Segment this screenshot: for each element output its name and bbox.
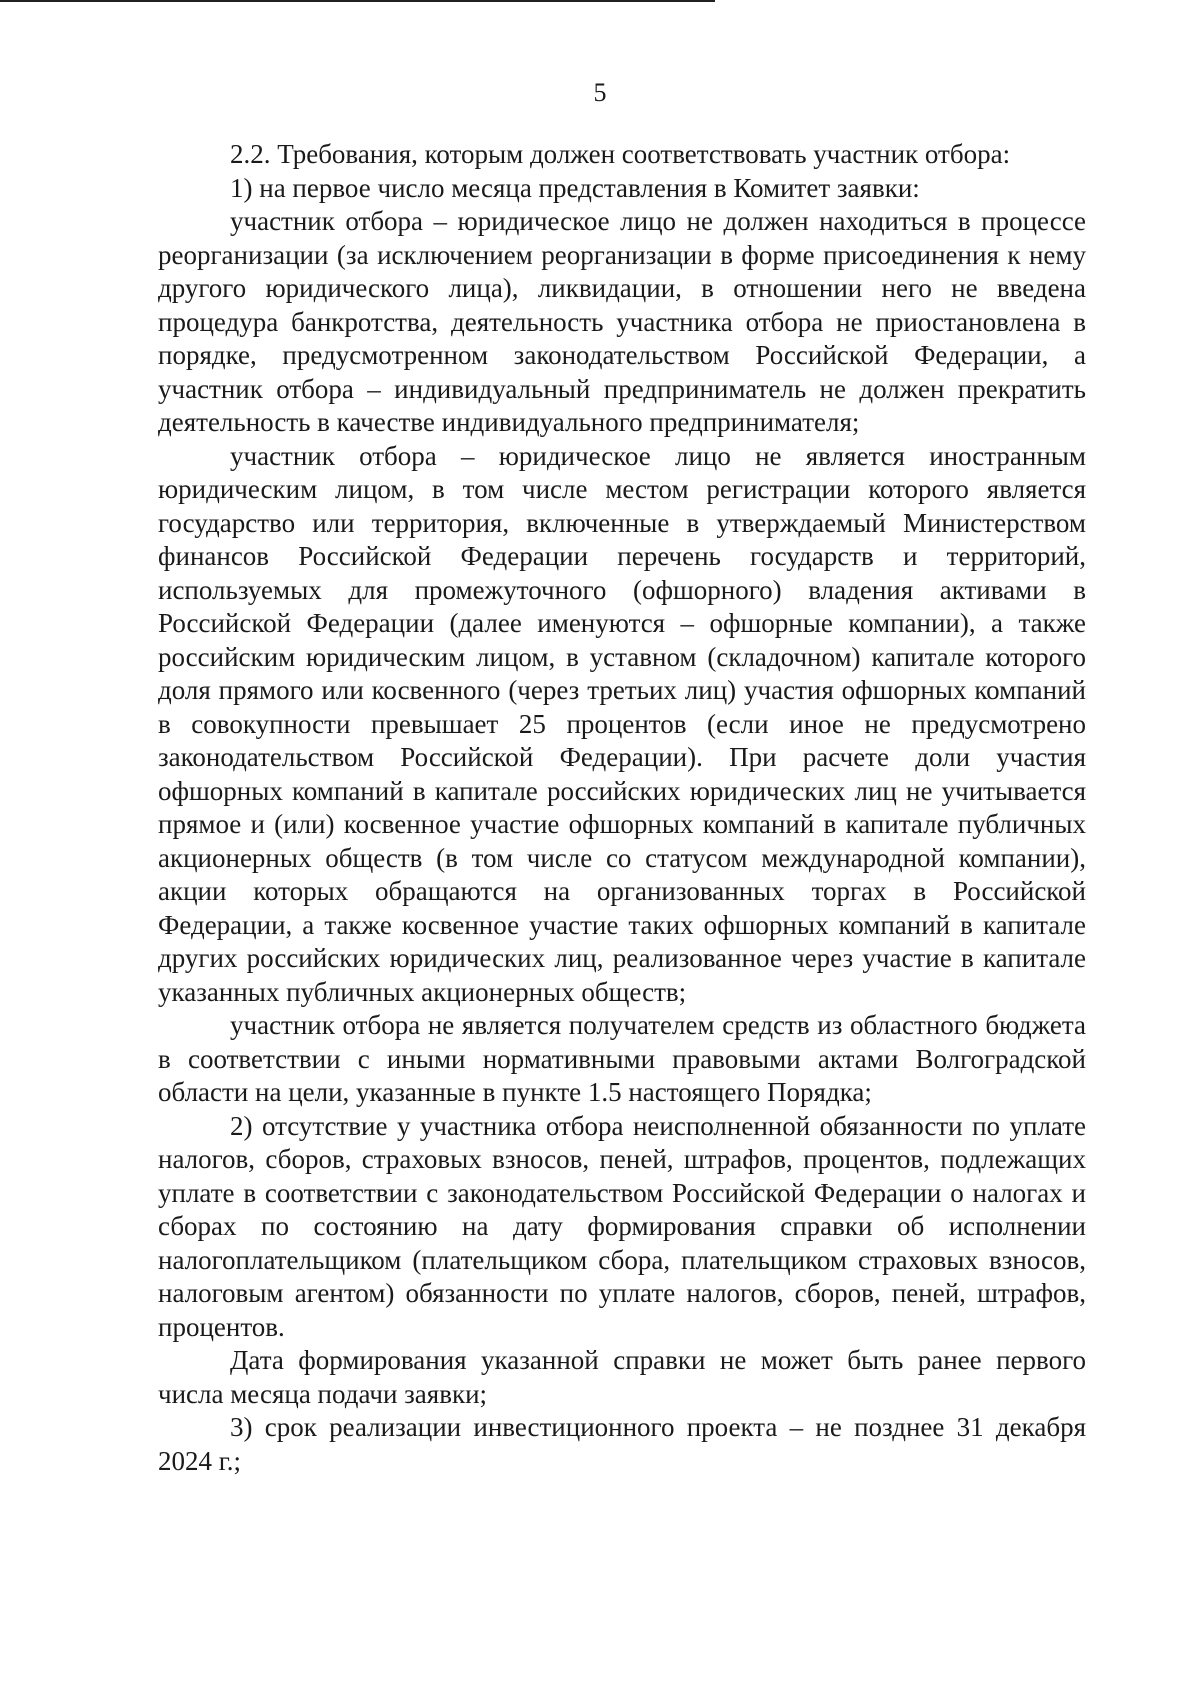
- paragraph-offshore: участник отбора – юридическое лицо не является иностранным юридическим лицом, в том числе местом регистрации которого является государство или территория, включенные в утверждаемый Министерством финансов Российской Федерации перечень государств и территорий, используемых для промежуточного (офшорного) владения активами в Российской Федерации (далее именуются – офшорные компании), а также российским юридическим лицом, в уставном (складочном) капитале которого доля прямого или косвенного (через третьих лиц) участия офшорных компаний в совокупности превышает 25 процентов (если иное не предусмотрено законодательством Российской Федерации). При расчете доли участия офшорных компаний в капитале российских юридических лиц не учитывается прямое и (или) косвенное участие офшорных компаний в капитале публичных акционерных обществ (в том числе со статусом международной компании), акции которых обращаются на организованных торгах в Российской Федерации, а также косвенное участие таких офшорных компаний в капитале других российских юридических лиц, реализованное через участие в капитале указанных публичных акционерных обществ;: [158, 440, 1086, 1007]
- scan-top-edge-line: [0, 0, 715, 2]
- document-body: [158, 138, 1086, 1478]
- paragraph-budget-recipient: участник отбора не является получателем средств из областного бюджета в соответствии с иными нормативными правовыми актами Волгоградской области на цели, указанные в пункте 1.5 настоящего Порядка;: [158, 1010, 1086, 1107]
- page-number: 5: [593, 78, 607, 107]
- paragraph-2-2-heading: 2.2. Требования, которым должен соответствовать участник отбора:: [230, 139, 1011, 169]
- paragraph-item-2-tax-debt: 2) отсутствие у участника отбора неисполненной обязанности по уплате налогов, сборов, страховых взносов, пеней, штрафов, процентов, подлежащих уплате в соответствии с законодательством Российской Федерации о налогах и сборах по состоянию на дату формирования справки об исполнении налогоплательщиком (плательщиком сбора, плательщиком страховых взносов, налоговым агентом) обязанности по уплате налогов, сборов, пеней, штрафов, процентов.: [158, 1110, 1086, 1342]
- paragraph-item-1: 1) на первое число месяца представления в Комитет заявки:: [230, 172, 920, 203]
- paragraph-item-3-deadline: 3) срок реализации инвестиционного проекта – не позднее 31 декабря 2024 г.;: [158, 1412, 1086, 1476]
- paragraph-reorganization: участник отбора – юридическое лицо не должен находиться в процессе реорганизации (за исключением реорганизации в форме присоединения к нему другого юридического лица), ликвидации, в отношении него не введена процедура банкротства, деятельность участника отбора не приостановлена в порядке, предусмотренном законодательством Российской Федерации, а участник отбора – индивидуальный предприниматель не должен прекратить деятельность в качестве индивидуального предпринимателя;: [158, 206, 1086, 437]
- paragraph-certificate-date: Дата формирования указанной справки не может быть ранее первого числа месяца подачи заявки;: [158, 1345, 1086, 1409]
